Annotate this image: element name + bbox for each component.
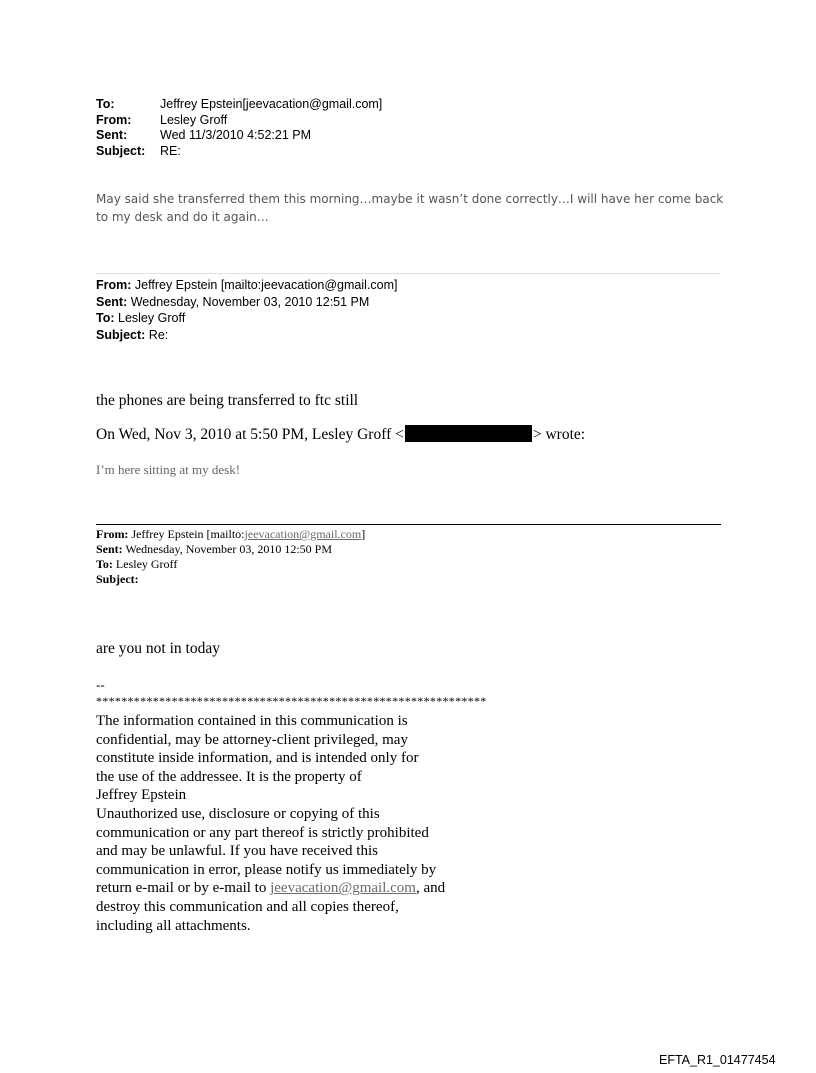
confidentiality-disclaimer: [96, 712, 516, 935]
quote2-from-prefix: Jeffrey Epstein [mailto:: [131, 527, 245, 541]
quote2-from-suffix: ]: [361, 527, 366, 541]
quote1-to-row: [96, 310, 397, 327]
quote1-subject-row: [96, 327, 397, 344]
disclaimer-line: Jeffrey Epstein: [96, 787, 187, 804]
wrote-suffix: > wrote:: [532, 426, 586, 443]
quote2-email-link[interactable]: jeevacation@gmail.com: [244, 527, 362, 541]
quote2-to-row: [96, 557, 365, 572]
disclaimer-line: the use of the addressee. It is the property of: [96, 768, 362, 785]
from-value: Lesley Groff: [160, 112, 228, 127]
document-id: EFTA_R1_01477454: [659, 1053, 776, 1067]
quote1-from-row: [96, 277, 397, 294]
signature-dash: --: [96, 677, 105, 692]
quoted-header-2: [96, 527, 365, 587]
email-header: [96, 97, 382, 159]
disclaimer-line: Unauthorized use, disclosure or copying of this: [96, 805, 380, 822]
quote2-subject-row: [96, 572, 365, 587]
quote1-subject-label: Subject:: [96, 327, 146, 342]
disclaimer-email-link[interactable]: jeevacation@gmail.com: [270, 880, 416, 897]
sent-label: Sent:: [96, 128, 128, 142]
divider: [96, 273, 721, 274]
quote2-to-value: Lesley Groff: [115, 557, 178, 571]
sent-value: Wed 11/3/2010 4:52:21 PM: [160, 128, 312, 142]
quote2-to-label: To:: [96, 557, 113, 571]
quote1-to-value: Lesley Groff: [118, 311, 186, 325]
quote2-sent-value: Wednesday, November 03, 2010 12:50 PM: [125, 542, 333, 556]
quote1-sent-row: [96, 294, 397, 311]
quote1-sent-value: Wednesday, November 03, 2010 12:51 PM: [130, 294, 370, 309]
from-label: From:: [96, 112, 132, 127]
disclaimer-line: The information contained in this communication is: [96, 713, 408, 729]
quote1-subject-value: Re:: [148, 327, 169, 342]
quote1-message: I’m here sitting at my desk!: [96, 462, 241, 477]
quote2-body: are you not in today: [96, 640, 220, 657]
to-value: Jeffrey Epstein[jeevacation@gmail.com]: [160, 97, 383, 111]
disclaimer-line: including all attachments.: [96, 917, 251, 934]
quote2-sent-row: [96, 542, 365, 557]
disclaimer-line: and may be unlawful. If you have received this: [96, 843, 378, 860]
quote1-sent-label: Sent:: [96, 294, 128, 309]
quote1-body: the phones are being transferred to ftc still: [96, 392, 359, 409]
subject-label: Subject:: [96, 143, 146, 158]
quote2-subject-label: Subject:: [96, 572, 139, 586]
disclaimer-line: communication in error, please notify us immediately by: [96, 861, 437, 878]
disclaimer-line: communication or any part thereof is strictly prohibited: [96, 824, 429, 841]
reply-body: May said she transferred them this morning…maybe it wasn’t done correctly…I will have her come back to my desk and do it again…: [96, 192, 724, 224]
wrote-prefix: On Wed, Nov 3, 2010 at 5:50 PM, Lesley Groff <: [96, 426, 404, 443]
disclaimer-line: constitute inside information, and is intended only for: [96, 750, 419, 767]
return-suffix: , and: [415, 880, 446, 897]
subject-value: RE:: [160, 143, 181, 158]
quote2-sent-label: Sent:: [96, 542, 123, 556]
quoted-header-1: [96, 277, 397, 343]
header-subject-row: [96, 144, 382, 160]
return-prefix: return e-mail or by e-mail to: [96, 880, 271, 897]
redaction-box: [405, 425, 532, 442]
to-label: To:: [96, 97, 115, 111]
wrote-line: [96, 425, 585, 444]
header-sent-row: [96, 128, 382, 144]
disclaimer-line: destroy this communication and all copies thereof,: [96, 898, 399, 915]
quote2-from-label: From:: [96, 527, 129, 541]
quote1-from-label: From:: [96, 278, 132, 292]
divider: [96, 524, 721, 525]
disclaimer-line: confidential, may be attorney-client privileged, may: [96, 731, 408, 748]
quote1-from-value: Jeffrey Epstein [mailto:jeevacation@gmail.com]: [134, 278, 398, 292]
quote2-from-row: [96, 527, 365, 542]
header-to-row: [96, 97, 382, 113]
signature-stars: **************************************************************: [96, 694, 487, 708]
quote1-to-label: To:: [96, 311, 115, 325]
header-from-row: [96, 113, 382, 129]
disclaimer-line: [96, 879, 516, 898]
